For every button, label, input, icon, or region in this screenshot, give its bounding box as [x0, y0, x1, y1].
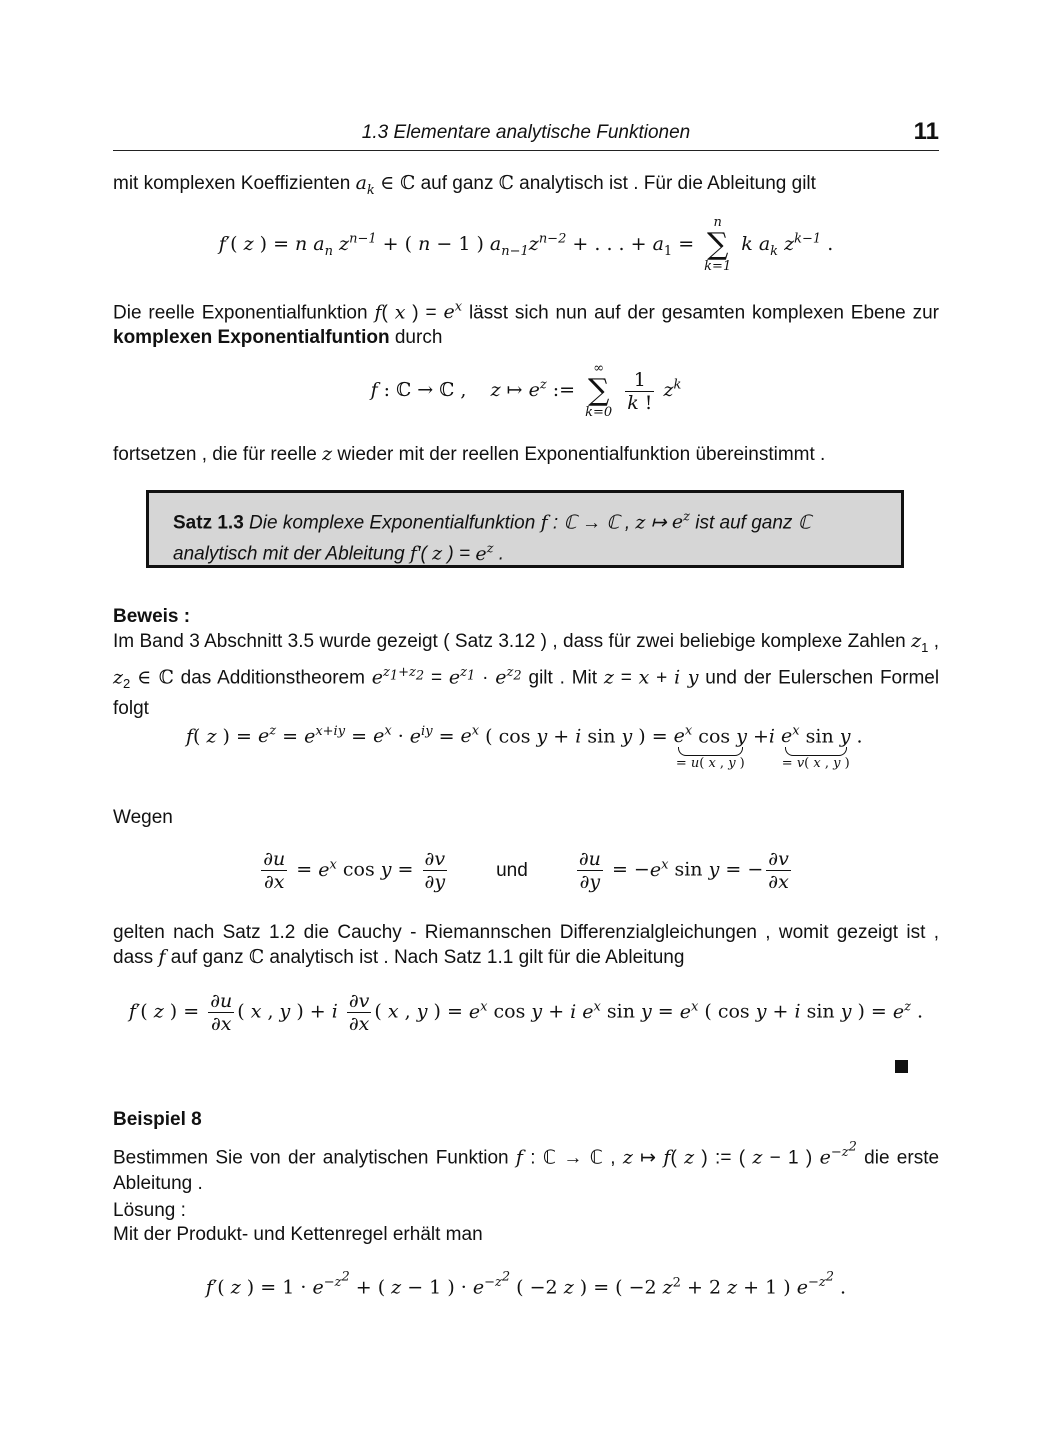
equation-polynomial-derivative: f′( z ) = n $a_n$ $z^{n-1}$ + ( n − 1 ) $a_{n-1}z^{n-2}$ + . . . + $a_1$ = n ∑ k=1 k $a_k$ $z^{k-1}$ . — [218, 215, 834, 274]
page-header — [113, 118, 939, 151]
equation-exponential-definition: f : ℂ → ℂ , z ↦ $e^z$ := ∞ ∑ k=0 $\frac{1}{k !}$ $z^k$ — [370, 361, 682, 420]
theorem-box: Satz 1.3 Die komplexe Exponentialfunktion f : ℂ → ℂ , z ↦ $e^z$ ist auf ganz ℂ analytisch mit der Ableitung f′( z ) = $e^z$ . — [146, 490, 904, 568]
paragraph-coefficients: mit komplexen Koeffizienten $a_k$ ∈ ℂ auf ganz ℂ analytisch ist . Für die Ableitung gilt — [113, 172, 816, 198]
equation-euler: f( z ) = $e^z = e^{x+iy} = e^x \cdot e^{iy} = e^x$ ( cos y + i sin y ) = $e^x$ cos y = u( x , y ) +i $e^x$ sin y = v( x , y ) . — [186, 724, 863, 772]
proof-label: Beweis : — [113, 606, 191, 627]
equation-derivative-result: f′( z ) = $\frac{\partial u}{\partial x}$ ( x , y ) + i $\frac{\partial v}{\partial x}$ ( x , y ) = $e^x$ cos y + i $e^x$ $\sin y = e^x$ ( cos y + i sin y ) = $e^z$ . — [128, 990, 924, 1035]
paragraph-cauchy-riemann: gelten nach Satz 1.2 die Cauchy - Riemannschen Differenzialgleichungen , womit gezeigt ist , dass f auf ganz ℂ analytisch ist . Nach Satz 1.1 gilt für die Ableitung — [113, 922, 939, 968]
paragraph-continuation: fortsetzen , die für reelle z wieder mit der reellen Exponentialfunktion übereinstimmt . — [113, 443, 826, 465]
solution-text: Mit der Produkt- und Kettenregel erhält man — [113, 1224, 483, 1245]
wegen-label: Wegen — [113, 807, 173, 828]
running-title: 1.3 Elementare analytische Funktionen — [361, 122, 691, 143]
example-text: Bestimmen Sie von der analytischen Funktion f : ℂ → ℂ , z ↦ f( z ) := ( z − 1 ) $e^{-z^2}$ die erste Ableitung . — [113, 1140, 940, 1194]
qed-square-icon — [895, 1060, 908, 1073]
equation-example-derivative: f′( z ) = $1 \cdot e^{-z^2}$ + ( z − 1 ) · $e^{-z^2}$ ( −2 z ) = ( −2 $z^2 + 2$ z + 1 ) $e^{-z^2}$ . — [205, 1270, 847, 1299]
equation-cauchy-riemann: $\frac{\partial u}{\partial x}$ = $e^x$ cos y = $\frac{\partial v}{\partial y}$ und $\frac{\partial u}{\partial y}$ = $-e^x$ sin y = − $\frac{\partial v}{\partial x}$ — [263, 848, 789, 893]
proof-paragraph: Im Band 3 Abschnitt 3.5 wurde gezeigt ( Satz 3.12 ) , dass für zwei beliebige komplexe Zahlen $z_1$ , $z_2$ ∈ ℂ das Additionstheorem $e^{z_1+z_2} = e^{z_1} \cdot e^{z_2}$ gilt . Mit z = x + i y und der Eulerschen Formel folgt — [113, 630, 940, 719]
example-label: Beispiel 8 — [113, 1109, 202, 1130]
page-number: 11 — [913, 118, 939, 145]
solution-label: Lösung : — [113, 1200, 186, 1221]
theorem-label: Satz 1.3 — [173, 512, 244, 534]
paragraph-exponential-intro: Die reelle Exponentialfunktion f( x ) = $e^x$ lässt sich nun auf der gesamten komplexen Ebene zur komplexen Exponentialfuntion durch — [113, 300, 939, 349]
